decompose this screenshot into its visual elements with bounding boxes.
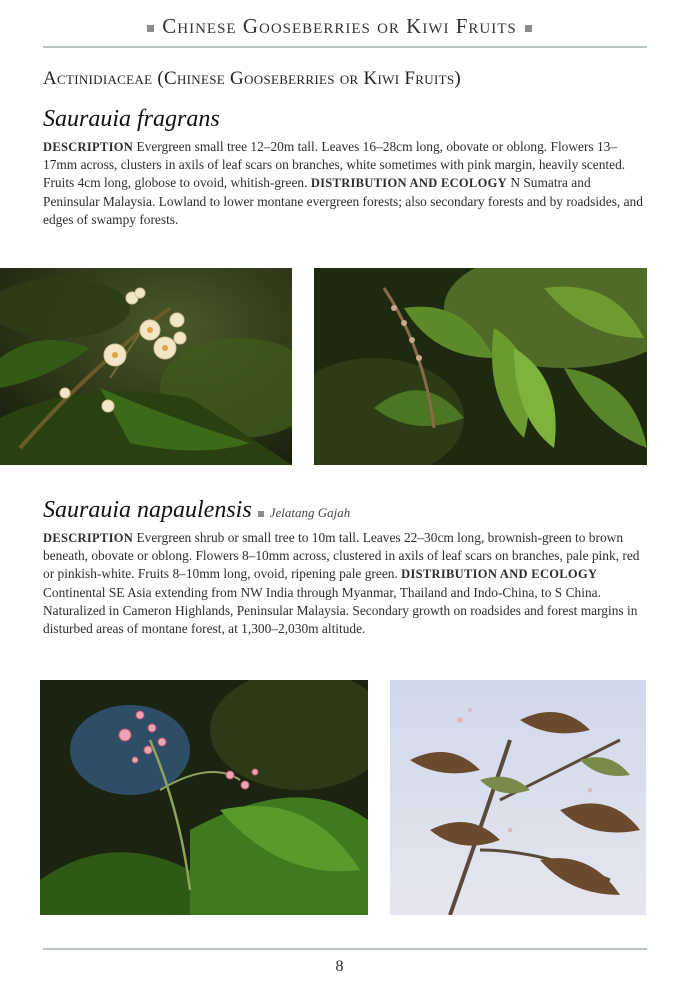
description-text: Evergreen shrub or small tree to 10m tall. Leaves 22–30cm long, brownish-green to brown beneath, obovate or oblong. Flowers 8–10mm across, clustered in axils of leaf scars on branches, pale pink, red or pinkish-white. Fruits 8–10mm long, ovoid, ripening pale green.	[43, 530, 640, 582]
common-name: Jelatang Gajah	[269, 505, 351, 520]
species-name: Saurauia fragrans	[43, 106, 220, 132]
description-label: DESCRIPTION	[43, 531, 134, 545]
species-name	[43, 497, 350, 524]
flower-photo-illustration	[0, 268, 292, 465]
species-name-text: Saurauia napaulensis	[43, 497, 252, 523]
square-bullet-icon	[258, 511, 264, 517]
footer-rule	[43, 948, 647, 950]
pink-flower-photo-illustration	[40, 680, 368, 915]
page-number: 8	[335, 958, 344, 975]
species-text	[43, 138, 648, 229]
distribution-text: Continental SE Asia extending from NW India through Myanmar, Thailand and Indo-China, to S China. Naturalized in Cameron Highlands, Peninsular Malaysia. Secondary growth on roadsides and forest margins in disturbed areas of montane forest, at 1,300–2,030m altitude.	[43, 584, 638, 637]
photo-flowers-white	[0, 268, 292, 465]
description-text: Evergreen small tree 12–20m tall. Leaves 16–28cm long, obovate or oblong. Flowers 13–17mm across, clusters in axils of leaf scars on branches, white sometimes with pink margin, heavily scented. Fruits 4cm long, globose to ovoid, whitish-green.	[43, 139, 626, 191]
description-label: DESCRIPTION	[43, 140, 134, 154]
distribution-text: N Sumatra and Peninsular Malaysia. Lowland to lower montane evergreen forests; also secondary forests and by roadsides, and edges of swampy forests.	[43, 175, 643, 227]
square-bullet-icon	[147, 25, 154, 32]
header-title: Chinese Gooseberries or Kiwi Fruits	[162, 14, 517, 38]
distribution-label: DISTRIBUTION AND ECOLOGY	[401, 567, 598, 582]
photo-leaves	[314, 268, 647, 465]
photo-branches-sky	[390, 680, 646, 915]
leaves-photo-illustration	[314, 268, 647, 465]
family-heading: Actinidiaceae (Chinese Gooseberries or Kiwi Fruits)	[43, 68, 461, 89]
distribution-label: DISTRIBUTION AND ECOLOGY	[310, 176, 507, 191]
photo-flowers-pink	[40, 680, 368, 915]
running-header	[0, 0, 679, 48]
header-rule	[43, 46, 647, 48]
branches-photo-illustration	[390, 680, 646, 915]
species-text	[43, 529, 648, 638]
square-bullet-icon	[525, 25, 532, 32]
